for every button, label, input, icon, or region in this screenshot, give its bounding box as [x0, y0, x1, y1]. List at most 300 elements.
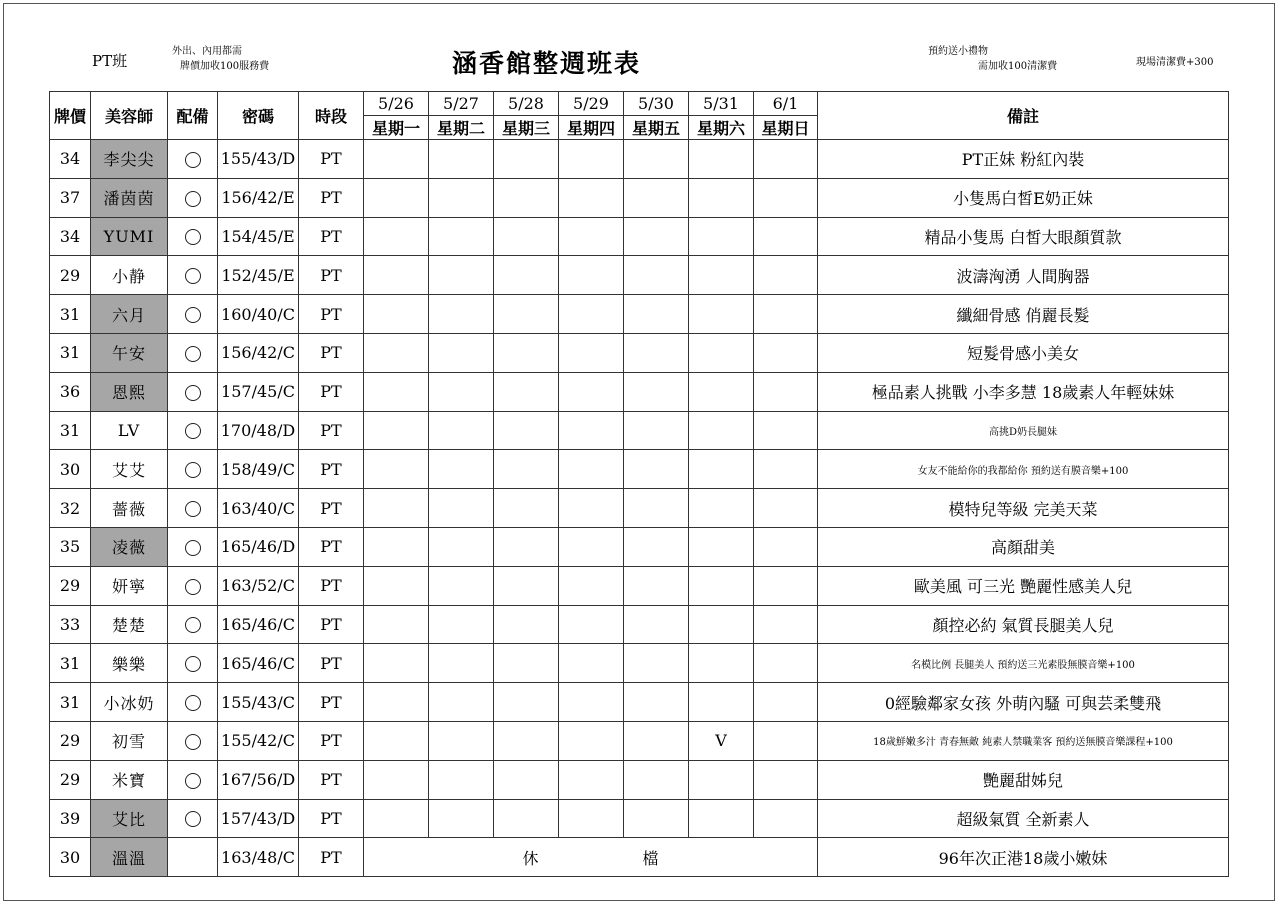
table-row: [50, 683, 1229, 722]
circle-icon: [185, 423, 201, 439]
day-cell[interactable]: [559, 217, 624, 256]
day-cell[interactable]: [624, 333, 689, 372]
slot-cell: PT: [299, 256, 364, 295]
day-cell[interactable]: [364, 333, 429, 372]
booking-gift-note: [928, 44, 1057, 74]
day-cell[interactable]: [494, 760, 559, 799]
schedule-table: [49, 91, 1229, 877]
col-header-equipped: 配備: [168, 92, 218, 140]
booking-gift-note-line2: 需加收100清潔費: [978, 61, 1058, 72]
slot-cell: PT: [299, 333, 364, 372]
day-cell[interactable]: [494, 178, 559, 217]
circle-icon: [185, 695, 201, 711]
price-cell: 33: [50, 605, 91, 644]
code-cell: 163/48/C: [218, 838, 299, 877]
equipped-cell: [168, 295, 218, 334]
date-header: 5/30: [624, 92, 689, 116]
day-cell[interactable]: [494, 644, 559, 683]
day-cell[interactable]: [559, 256, 624, 295]
day-cell[interactable]: [494, 527, 559, 566]
beautician-name: LV: [91, 411, 168, 450]
beautician-name: 小静: [91, 256, 168, 295]
equipped-cell: [168, 411, 218, 450]
beautician-name: 初雪: [91, 721, 168, 760]
day-cell[interactable]: [494, 411, 559, 450]
day-cell[interactable]: [364, 721, 429, 760]
circle-icon: [185, 501, 201, 517]
equipped-cell: [168, 838, 218, 877]
code-cell: 155/43/C: [218, 683, 299, 722]
slot-cell: PT: [299, 140, 364, 179]
beautician-name: 艾艾: [91, 450, 168, 489]
day-cell[interactable]: [364, 489, 429, 528]
circle-icon: [185, 734, 201, 750]
day-cell[interactable]: [494, 372, 559, 411]
day-cell[interactable]: [429, 489, 494, 528]
price-cell: 31: [50, 411, 91, 450]
slot-cell: PT: [299, 760, 364, 799]
day-cell[interactable]: [624, 644, 689, 683]
code-cell: 155/42/C: [218, 721, 299, 760]
beautician-name: 薔薇: [91, 489, 168, 528]
day-cell[interactable]: [364, 450, 429, 489]
circle-icon: [185, 462, 201, 478]
slot-cell: PT: [299, 605, 364, 644]
price-cell: 30: [50, 450, 91, 489]
day-cell[interactable]: [494, 605, 559, 644]
day-cell[interactable]: [624, 527, 689, 566]
code-cell: 156/42/E: [218, 178, 299, 217]
code-cell: 156/42/C: [218, 333, 299, 372]
circle-icon: [185, 191, 201, 207]
price-cell: 31: [50, 333, 91, 372]
day-cell[interactable]: [429, 178, 494, 217]
day-cell[interactable]: [559, 760, 624, 799]
col-header-beautician: 美容師: [91, 92, 168, 140]
circle-icon: [185, 229, 201, 245]
day-cell[interactable]: [754, 333, 818, 372]
price-cell: 37: [50, 178, 91, 217]
circle-icon: [185, 617, 201, 633]
code-cell: 163/40/C: [218, 489, 299, 528]
day-cell[interactable]: [559, 178, 624, 217]
day-cell[interactable]: [754, 217, 818, 256]
beautician-name: 溫溫: [91, 838, 168, 877]
day-cell[interactable]: [624, 411, 689, 450]
day-cell[interactable]: [754, 566, 818, 605]
remark-cell: 小隻馬白皙E奶正妹: [818, 178, 1229, 217]
day-cell[interactable]: [689, 450, 754, 489]
day-cell[interactable]: [624, 683, 689, 722]
circle-icon: [185, 540, 201, 556]
circle-icon: [185, 385, 201, 401]
equipped-cell: [168, 372, 218, 411]
circle-icon: [185, 656, 201, 672]
day-cell[interactable]: [624, 140, 689, 179]
equipped-cell: [168, 760, 218, 799]
day-cell[interactable]: [624, 256, 689, 295]
day-cell[interactable]: [754, 721, 818, 760]
table-row: [50, 372, 1229, 411]
price-cell: 31: [50, 295, 91, 334]
day-cell[interactable]: [754, 760, 818, 799]
equipped-cell: [168, 527, 218, 566]
table-row: [50, 566, 1229, 605]
price-cell: 29: [50, 566, 91, 605]
day-cell[interactable]: [429, 256, 494, 295]
beautician-name: 樂樂: [91, 644, 168, 683]
day-cell[interactable]: [364, 644, 429, 683]
slot-cell: PT: [299, 411, 364, 450]
day-cell[interactable]: [689, 644, 754, 683]
date-header: 5/29: [559, 92, 624, 116]
day-cell[interactable]: [364, 527, 429, 566]
table-row: [50, 838, 1229, 877]
day-cell[interactable]: [429, 140, 494, 179]
weekday-header: 星期日: [754, 116, 818, 140]
price-cell: 36: [50, 372, 91, 411]
weekday-header: 星期一: [364, 116, 429, 140]
day-cell[interactable]: [559, 333, 624, 372]
day-cell[interactable]: [624, 721, 689, 760]
day-cell[interactable]: [754, 411, 818, 450]
price-cell: 34: [50, 140, 91, 179]
day-cell[interactable]: [494, 683, 559, 722]
price-cell: 35: [50, 527, 91, 566]
code-cell: 160/40/C: [218, 295, 299, 334]
circle-icon: [185, 307, 201, 323]
slot-cell: PT: [299, 644, 364, 683]
day-cell[interactable]: [494, 799, 559, 838]
day-cell[interactable]: [754, 372, 818, 411]
equipped-cell: [168, 683, 218, 722]
day-cell[interactable]: [429, 683, 494, 722]
beautician-name: 午安: [91, 333, 168, 372]
remark-cell: 顏控必約 氣質長腿美人兒: [818, 605, 1229, 644]
table-row: [50, 178, 1229, 217]
day-cell[interactable]: [429, 450, 494, 489]
class-label: PT班: [92, 52, 128, 70]
day-cell[interactable]: [364, 683, 429, 722]
price-cell: 31: [50, 644, 91, 683]
day-cell[interactable]: [559, 566, 624, 605]
code-cell: 155/43/D: [218, 140, 299, 179]
remark-cell: 短髮骨感小美女: [818, 333, 1229, 372]
date-header: 5/31: [689, 92, 754, 116]
equipped-cell: [168, 178, 218, 217]
schedule-body: [50, 140, 1229, 877]
date-header: 6/1: [754, 92, 818, 116]
day-cell[interactable]: [624, 295, 689, 334]
day-cell[interactable]: [689, 527, 754, 566]
equipped-cell: [168, 721, 218, 760]
day-cell[interactable]: [754, 295, 818, 334]
day-cell[interactable]: [494, 140, 559, 179]
day-cell[interactable]: [429, 217, 494, 256]
day-cell[interactable]: [364, 140, 429, 179]
remark-cell: 纖細骨感 俏麗長髮: [818, 295, 1229, 334]
day-cell[interactable]: [494, 217, 559, 256]
day-cell[interactable]: [689, 372, 754, 411]
day-cell[interactable]: [559, 683, 624, 722]
equipped-cell: [168, 450, 218, 489]
remark-cell: PT正妹 粉紅內裝: [818, 140, 1229, 179]
day-cell[interactable]: [429, 295, 494, 334]
remark-cell: 18歲鮮嫩多汁 青春無敵 純素人禁職業客 預約送無膜音樂課程+100: [818, 721, 1229, 760]
rest-label-2: 檔: [642, 848, 659, 868]
price-cell: 34: [50, 217, 91, 256]
day-cell[interactable]: [559, 489, 624, 528]
circle-icon: [185, 773, 201, 789]
beautician-name: 恩熙: [91, 372, 168, 411]
remark-cell: 名模比例 長腿美人 預約送三光素股無膜音樂+100: [818, 644, 1229, 683]
booking-gift-note-line1: 預約送小禮物: [928, 46, 988, 57]
circle-icon: [185, 811, 201, 827]
day-cell[interactable]: [689, 605, 754, 644]
day-cell[interactable]: [429, 527, 494, 566]
day-cell[interactable]: [754, 140, 818, 179]
slot-cell: PT: [299, 683, 364, 722]
day-cell[interactable]: [624, 760, 689, 799]
service-fee-note-line1: 外出、內用都需: [172, 46, 242, 57]
day-cell[interactable]: [559, 295, 624, 334]
date-header: 5/26: [364, 92, 429, 116]
day-cell[interactable]: [559, 450, 624, 489]
day-cell[interactable]: [364, 372, 429, 411]
equipped-cell: [168, 333, 218, 372]
day-cell[interactable]: [754, 178, 818, 217]
day-cell[interactable]: [624, 217, 689, 256]
col-header-remarks: 備註: [818, 92, 1229, 140]
day-cell[interactable]: [624, 566, 689, 605]
day-cell[interactable]: [559, 799, 624, 838]
weekday-header: 星期六: [689, 116, 754, 140]
weekday-header: 星期三: [494, 116, 559, 140]
day-cell[interactable]: [494, 489, 559, 528]
day-cell[interactable]: [559, 527, 624, 566]
slot-cell: PT: [299, 838, 364, 877]
code-cell: 152/45/E: [218, 256, 299, 295]
day-cell[interactable]: [754, 683, 818, 722]
day-cell[interactable]: [754, 489, 818, 528]
beautician-name: 六月: [91, 295, 168, 334]
day-cell[interactable]: [364, 411, 429, 450]
remark-cell: 艷麗甜姊兒: [818, 760, 1229, 799]
table-row: [50, 411, 1229, 450]
day-cell[interactable]: [429, 799, 494, 838]
equipped-cell: [168, 605, 218, 644]
circle-icon: [185, 579, 201, 595]
col-header-slot: 時段: [299, 92, 364, 140]
beautician-name: 艾比: [91, 799, 168, 838]
table-row: [50, 605, 1229, 644]
day-cell[interactable]: [689, 140, 754, 179]
day-cell[interactable]: [494, 333, 559, 372]
remark-cell: 精品小隻馬 白皙大眼顏質款: [818, 217, 1229, 256]
date-header: 5/27: [429, 92, 494, 116]
table-row: [50, 256, 1229, 295]
code-cell: 165/46/C: [218, 644, 299, 683]
rest-cell: [364, 838, 818, 877]
table-row: [50, 489, 1229, 528]
code-cell: 165/46/C: [218, 605, 299, 644]
day-cell[interactable]: [494, 295, 559, 334]
day-cell[interactable]: [754, 527, 818, 566]
beautician-name: 凌薇: [91, 527, 168, 566]
day-cell[interactable]: [689, 256, 754, 295]
day-cell[interactable]: [429, 721, 494, 760]
col-header-price: 牌價: [50, 92, 91, 140]
price-cell: 29: [50, 256, 91, 295]
remark-cell: 0經驗鄰家女孩 外萌內騷 可與芸柔雙飛: [818, 683, 1229, 722]
code-cell: 157/45/C: [218, 372, 299, 411]
equipped-cell: [168, 217, 218, 256]
equipped-cell: [168, 256, 218, 295]
day-cell[interactable]: [429, 333, 494, 372]
day-cell[interactable]: [689, 799, 754, 838]
slot-cell: PT: [299, 489, 364, 528]
equipped-cell: [168, 140, 218, 179]
weekday-header: 星期五: [624, 116, 689, 140]
code-cell: 158/49/C: [218, 450, 299, 489]
day-cell[interactable]: [429, 605, 494, 644]
day-cell[interactable]: [754, 605, 818, 644]
remark-cell: 極品素人挑戰 小李多慧 18歲素人年輕妹妹: [818, 372, 1229, 411]
equipped-cell: [168, 644, 218, 683]
day-cell[interactable]: [429, 372, 494, 411]
day-cell[interactable]: [624, 799, 689, 838]
code-cell: 170/48/D: [218, 411, 299, 450]
beautician-name: 米寶: [91, 760, 168, 799]
slot-cell: PT: [299, 372, 364, 411]
code-cell: 163/52/C: [218, 566, 299, 605]
day-cell[interactable]: [754, 644, 818, 683]
day-cell[interactable]: [364, 760, 429, 799]
day-cell[interactable]: [624, 372, 689, 411]
rest-label-1: 休: [522, 848, 539, 868]
table-row: [50, 644, 1229, 683]
day-cell[interactable]: [689, 178, 754, 217]
page-title: 涵香館整週班表: [452, 49, 642, 78]
day-cell[interactable]: [429, 411, 494, 450]
cleaning-fee-note: 現場清潔費+300: [1136, 57, 1214, 68]
day-cell[interactable]: [494, 566, 559, 605]
beautician-name: 楚楚: [91, 605, 168, 644]
day-cell[interactable]: [754, 256, 818, 295]
day-cell[interactable]: [364, 799, 429, 838]
day-cell[interactable]: [364, 605, 429, 644]
remark-cell: 波濤洶湧 人間胸器: [818, 256, 1229, 295]
day-cell[interactable]: [689, 411, 754, 450]
day-cell[interactable]: [364, 295, 429, 334]
code-cell: 157/43/D: [218, 799, 299, 838]
table-row: [50, 333, 1229, 372]
beautician-name: 小冰奶: [91, 683, 168, 722]
day-cell[interactable]: [624, 178, 689, 217]
remark-cell: 96年次正港18歲小嫩妹: [818, 838, 1229, 877]
day-cell[interactable]: [624, 605, 689, 644]
table-row: [50, 760, 1229, 799]
price-cell: 39: [50, 799, 91, 838]
day-cell[interactable]: [689, 683, 754, 722]
table-row: [50, 527, 1229, 566]
day-cell[interactable]: [364, 178, 429, 217]
slot-cell: PT: [299, 566, 364, 605]
day-cell[interactable]: [494, 450, 559, 489]
day-cell[interactable]: [429, 644, 494, 683]
day-cell[interactable]: [364, 217, 429, 256]
service-fee-note-line2: 牌價加收100服務費: [180, 61, 270, 72]
slot-cell: PT: [299, 721, 364, 760]
day-cell[interactable]: [624, 450, 689, 489]
day-cell[interactable]: [624, 489, 689, 528]
day-cell[interactable]: [754, 450, 818, 489]
service-fee-note: [172, 44, 269, 74]
beautician-name: 妍寧: [91, 566, 168, 605]
date-header: 5/28: [494, 92, 559, 116]
beautician-name: 潘茵茵: [91, 178, 168, 217]
day-cell[interactable]: [689, 489, 754, 528]
day-cell[interactable]: [559, 140, 624, 179]
day-cell[interactable]: V: [689, 721, 754, 760]
day-cell[interactable]: [689, 566, 754, 605]
code-cell: 167/56/D: [218, 760, 299, 799]
equipped-cell: [168, 489, 218, 528]
day-cell[interactable]: [689, 295, 754, 334]
day-cell[interactable]: [494, 256, 559, 295]
day-cell[interactable]: [559, 411, 624, 450]
slot-cell: PT: [299, 295, 364, 334]
day-cell[interactable]: [559, 644, 624, 683]
day-cell[interactable]: [429, 566, 494, 605]
table-row: [50, 295, 1229, 334]
remark-cell: 高挑D奶長腿妹: [818, 411, 1229, 450]
price-cell: 30: [50, 838, 91, 877]
col-header-code: 密碼: [218, 92, 299, 140]
code-cell: 165/46/D: [218, 527, 299, 566]
day-cell[interactable]: [689, 760, 754, 799]
day-cell[interactable]: [559, 721, 624, 760]
day-cell[interactable]: [429, 760, 494, 799]
code-cell: 154/45/E: [218, 217, 299, 256]
table-row: [50, 140, 1229, 179]
circle-icon: [185, 152, 201, 168]
day-cell[interactable]: [559, 605, 624, 644]
table-row: [50, 799, 1229, 838]
day-cell[interactable]: [754, 799, 818, 838]
remark-cell: 高顏甜美: [818, 527, 1229, 566]
day-cell[interactable]: [364, 256, 429, 295]
beautician-name: YUMI: [91, 217, 168, 256]
day-cell[interactable]: [689, 217, 754, 256]
remark-cell: 歐美風 可三光 艷麗性感美人兒: [818, 566, 1229, 605]
price-cell: 29: [50, 721, 91, 760]
day-cell[interactable]: [364, 566, 429, 605]
slot-cell: PT: [299, 799, 364, 838]
table-row: [50, 721, 1229, 760]
price-cell: 31: [50, 683, 91, 722]
equipped-cell: [168, 799, 218, 838]
day-cell[interactable]: [494, 721, 559, 760]
weekday-header: 星期二: [429, 116, 494, 140]
beautician-name: 李尖尖: [91, 140, 168, 179]
table-row: [50, 450, 1229, 489]
day-cell[interactable]: [559, 372, 624, 411]
weekday-header: 星期四: [559, 116, 624, 140]
slot-cell: PT: [299, 217, 364, 256]
day-cell[interactable]: [689, 333, 754, 372]
remark-cell: 女友不能給你的我都給你 預約送有膜音樂+100: [818, 450, 1229, 489]
